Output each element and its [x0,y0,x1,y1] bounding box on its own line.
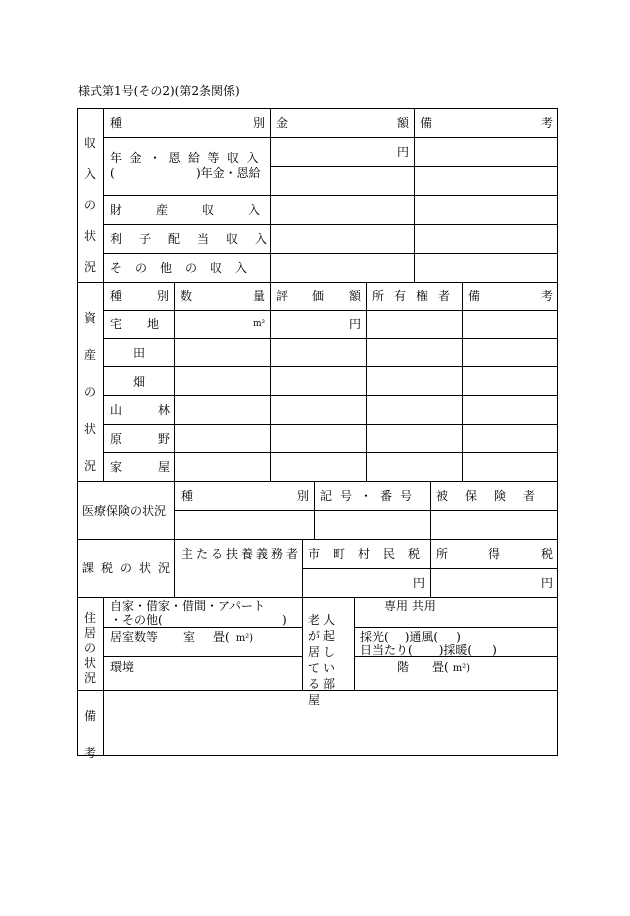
housing-type-close: ) [282,613,287,627]
housing-type-other: ・その他( [110,613,163,627]
remarks-section-label: 備 考 [83,709,96,760]
housing-rooms: 居室数等 [110,630,159,644]
assets-unit-m2: m² [253,319,266,329]
assets-header-value: 評 [276,289,289,303]
income-other: その他の収入 [110,261,261,275]
insurance-header-number: 記号・番号 [320,489,421,503]
form-title: 様式第1号(その2)(第2条関係) [78,84,240,98]
assets-header-owner: 所有権者 [372,289,461,303]
housing-section-label: 住 居 の 状 況 [83,611,96,685]
tax-section-label: 課税の状況 [82,561,178,575]
housing-type: 自家・借家・借間・アパート [110,599,266,613]
income-pension-kind: )年金・恩給 [196,166,261,180]
assets-row-wilderness: 原野 [110,432,207,446]
housing-usage: 専用 共用 [384,599,436,613]
assets-yen: 円 [349,317,362,331]
assets-header-kind-2: 別 [157,289,170,303]
housing-tatami: 畳( m²) [213,630,254,644]
income-section-label: 収 入 の 状 況 [83,136,96,274]
assets-header-kind: 種 [110,289,123,303]
assets-row-residential: 宅地 [110,317,185,331]
tax-header-supporter: 主たる扶養義務者 [181,547,302,561]
assets-header-qty: 数 [180,289,193,303]
income-dividend: 利子配当収入 [110,232,285,246]
assets-row-field: 畑 [133,375,146,389]
insurance-header-kind-2: 別 [297,489,310,503]
assets-header-remarks: 備 [468,289,481,303]
housing-environment: 環境 [110,660,135,674]
income-pension-open: ( [110,166,115,180]
income-header-amount-2: 額 [397,116,410,130]
assets-row-building: 家屋 [110,460,207,474]
insurance-header-kind: 種 [181,489,194,503]
insurance-section-label: 医療保険の状況 [82,504,167,518]
income-header-remarks: 備 [420,116,433,130]
assets-row-forest: 山林 [110,403,207,417]
income-pension-label: 年金・恩給等収入 [110,151,267,165]
assets-header-qty-2: 量 [253,289,266,303]
insurance-header-insured: 被保険者 [436,489,553,503]
housing-light: 採光( )通風( ) [360,630,461,644]
tax-header-income-tax: 所 [436,547,449,561]
income-property: 財産収入 [110,203,295,217]
housing-elder-room: 老人が起居している部屋 [308,613,339,707]
assets-header-value-mid: 価 [312,289,325,303]
housing-floor: 階 [397,660,410,674]
income-header-kind-2: 別 [253,116,266,130]
tax-header-resident-tax: 市町村民税 [308,547,434,561]
assets-row-rice-field: 田 [133,346,146,360]
tax-header-income-tax-2: 税 [541,547,554,561]
assets-header-value-2: 額 [349,289,362,303]
income-header-kind: 種 [110,116,123,130]
assets-section-label: 資 産 の 状 況 [83,311,96,473]
housing-room-label: 室 [183,630,196,644]
housing-floor-tatami: 畳( m²) [432,660,471,674]
income-header-amount: 金 [276,116,289,130]
housing-sunlight: 日当たり( )採暖( ) [360,643,497,657]
assets-header-remarks-2: 考 [541,289,554,303]
income-pension-yen: 円 [397,145,410,159]
tax-header-income-tax-mid: 得 [488,547,501,561]
tax-resident-yen: 円 [413,576,426,590]
income-header-remarks-2: 考 [541,116,554,130]
tax-income-yen: 円 [541,576,554,590]
